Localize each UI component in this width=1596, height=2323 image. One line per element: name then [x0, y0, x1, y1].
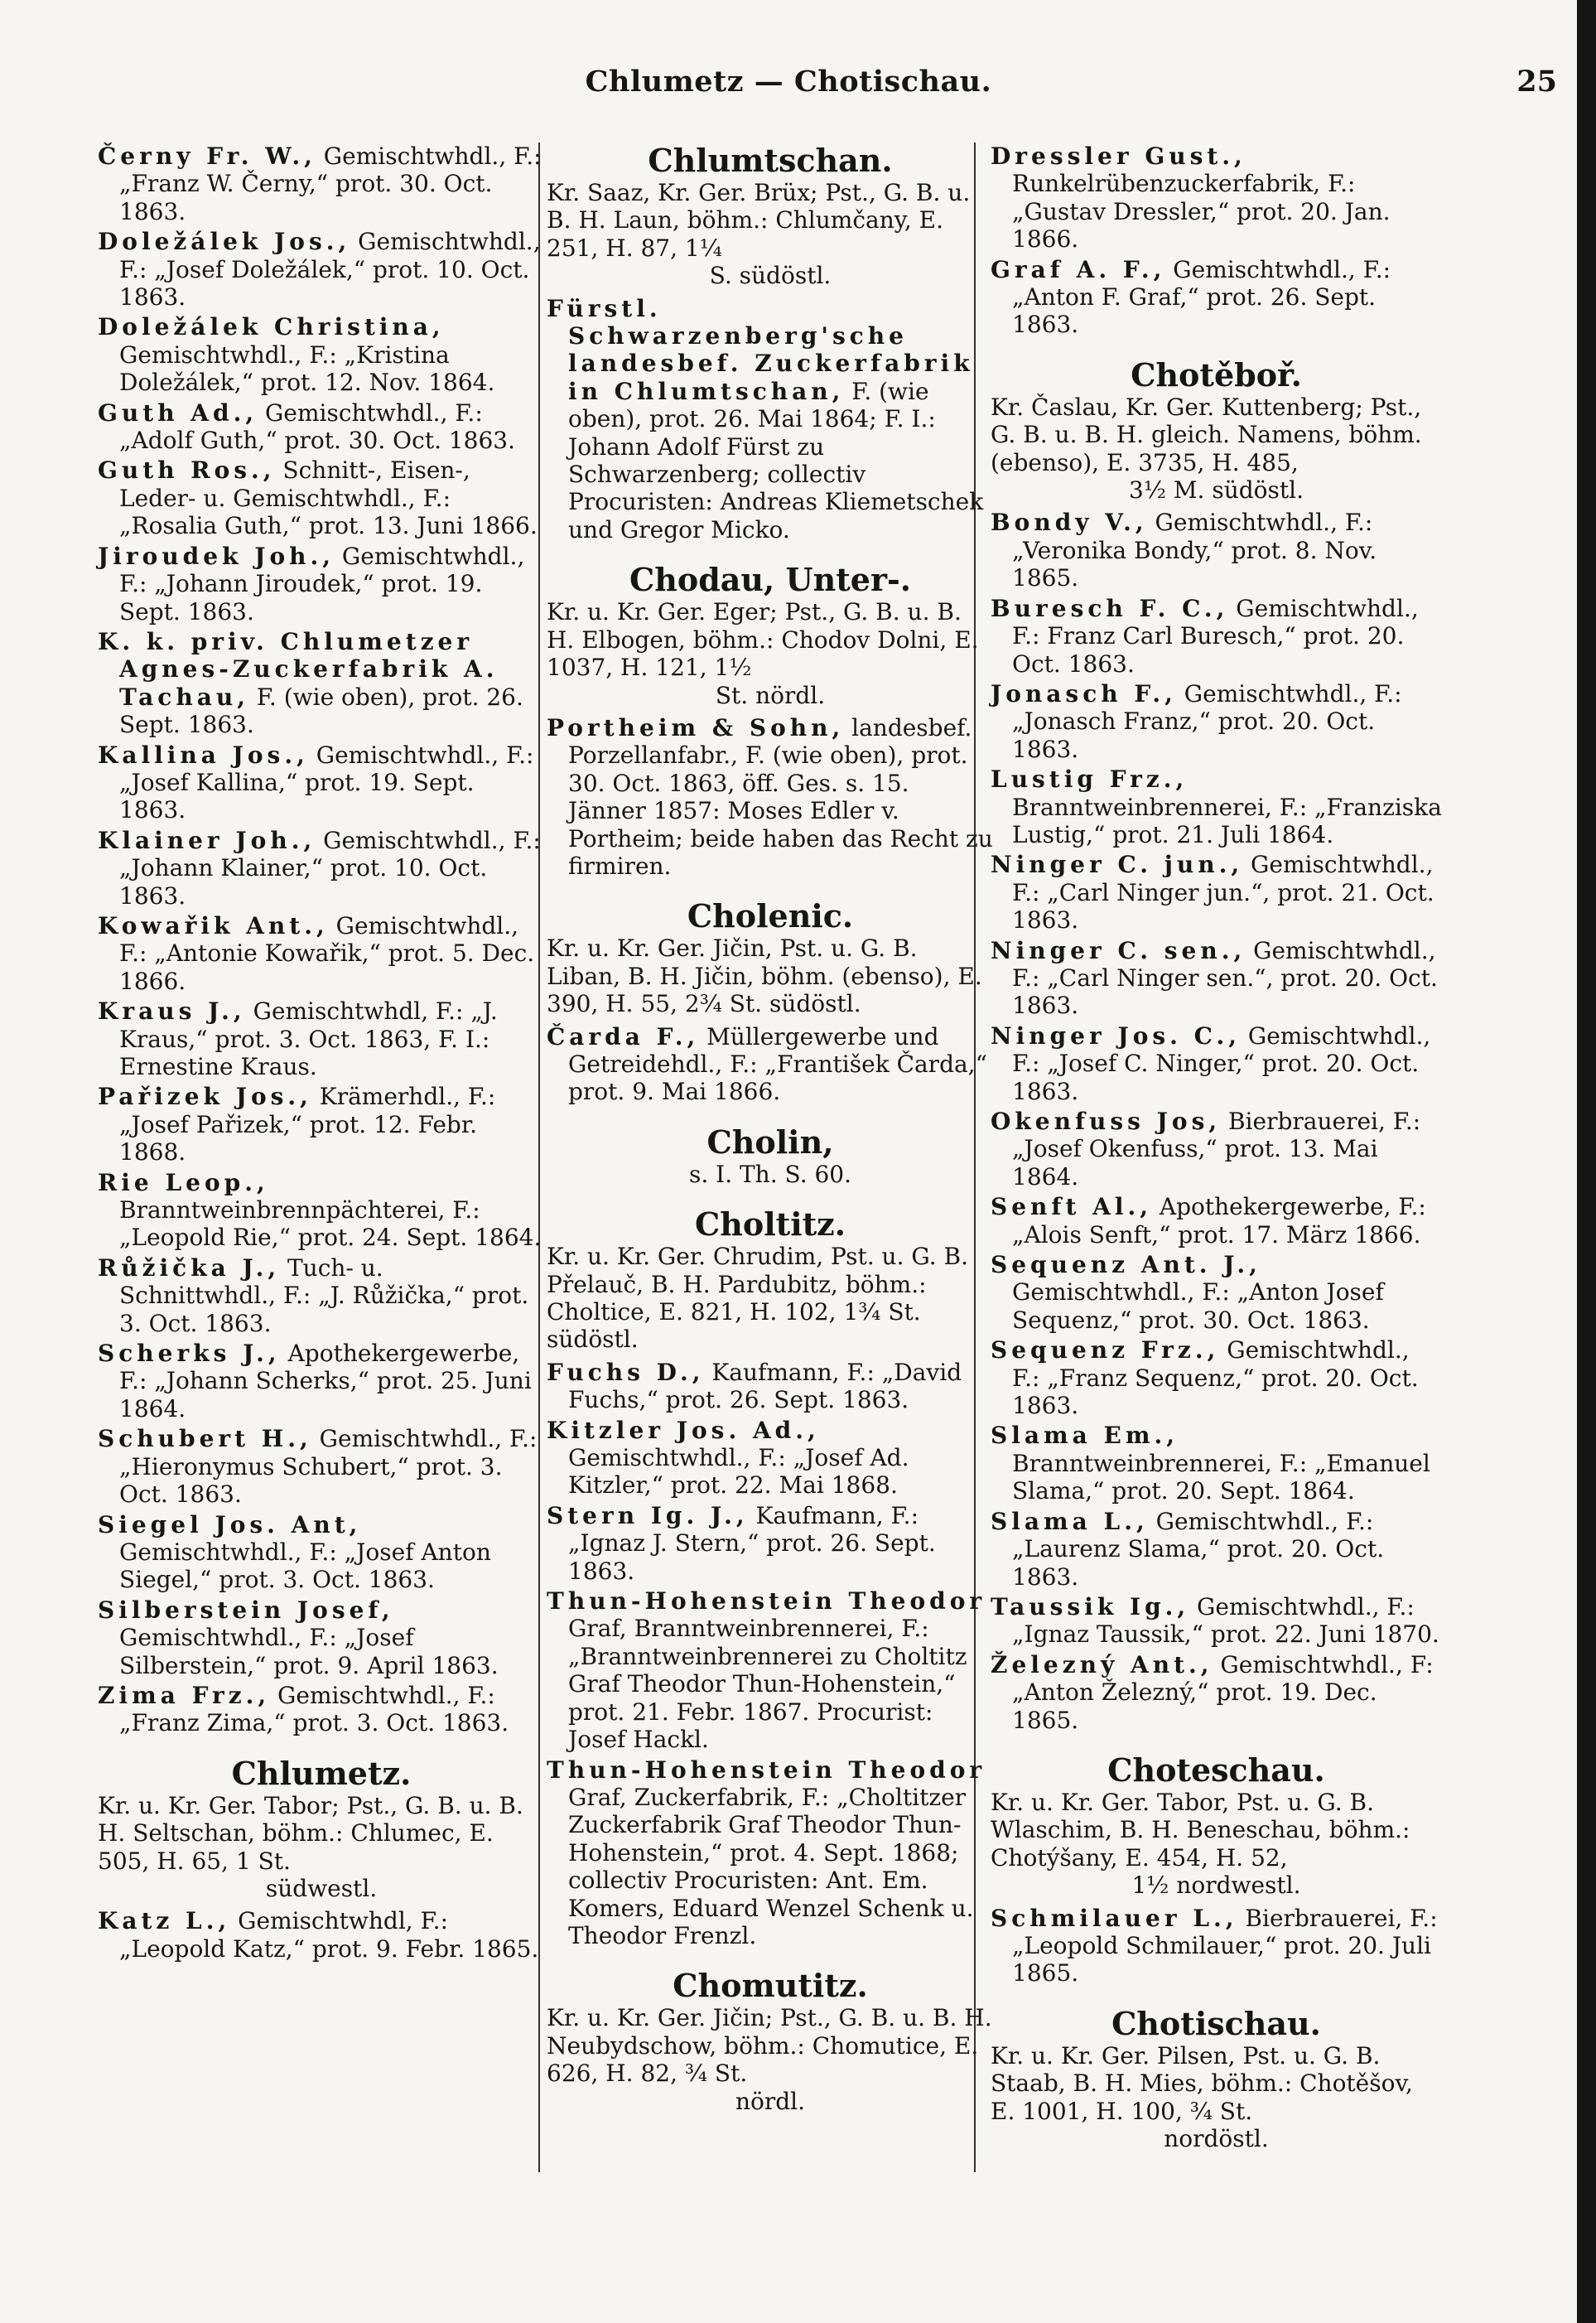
place-heading: Cholin,	[706, 1123, 834, 1161]
place-description: Kr. u. Kr. Ger. Jičin; Pst., G. B. u. B. H. Neubydschow, böhm.: Chomutice, E. 626, H. 82, ¾ St.	[547, 2004, 992, 2088]
entry-name: Jonasch F.,	[991, 679, 1177, 708]
entry-name: K. k. priv. Chlumetzer Agnes-Zuckerfabrik A. Tachau,	[98, 627, 499, 711]
section-cholenic	[547, 898, 994, 1017]
entry-name: Stern Ig. J.,	[547, 1501, 749, 1529]
section-chlumetz	[98, 1756, 545, 1903]
entry-text: Tuch- u. Schnittwhdl., F.: „J. Růžička,“ prot. 3. Oct. 1863.	[119, 1253, 529, 1337]
entry-text: Branntweinbrennerei, F.: „Emanuel Slama,“ prot. 20. Sept. 1864.	[1012, 1449, 1430, 1505]
entry-name: Okenfuss Jos,	[991, 1108, 1222, 1135]
entry-text: Gemischtwhdl., F.: „Carl Ninger sen.“, prot. 20. Oct. 1863.	[1012, 936, 1438, 1020]
directory-entry	[991, 1193, 1442, 1248]
directory-entry	[547, 1417, 994, 1500]
place-direction: St. nördl.	[715, 681, 826, 709]
directory-entry	[98, 997, 545, 1080]
directory-entry	[98, 313, 545, 396]
entry-text: Gemischtwhdl., F.: „Josef C. Ninger,“ prot. 20. Oct. 1863.	[1012, 1021, 1431, 1105]
entry-text: Gemischtwhdl., F.: „Ignaz Taussik,“ prot. 22. Juni 1870.	[1012, 1592, 1439, 1649]
directory-entry	[991, 937, 1442, 1020]
place-heading: Cholenic.	[687, 897, 854, 935]
column-middle	[547, 142, 994, 2120]
place-direction: 1½ nordwestl.	[1131, 1871, 1301, 1900]
directory-entry	[991, 256, 1442, 339]
entry-name: Jiroudek Joh.,	[98, 542, 335, 570]
entry-text: Kaufmann, F.: „Ignaz J. Stern,“ prot. 26. Sept. 1863.	[568, 1501, 936, 1585]
place-description: Kr. u. Kr. Ger. Pilsen, Pst. u. G. B. Staab, B. H. Mies, böhm.: Chotěšov, E. 1001, H. 100, ¾ St.	[991, 2041, 1413, 2125]
place-heading: Choteschau.	[1107, 1751, 1325, 1789]
entry-text: Branntweinbrennerei, F.: „Franziska Lustig,“ prot. 21. Juli 1864.	[1012, 793, 1442, 848]
entry-name: Fuchs D.,	[547, 1358, 705, 1386]
entry-name: Schmilauer L.,	[991, 1904, 1238, 1932]
place-heading: Chlumtschan.	[648, 142, 893, 179]
entry-text: Gemischtwhdl., F.: „Laurenz Slama,“ prot. 20. Oct. 1863.	[1012, 1507, 1385, 1591]
section-chodau	[547, 562, 994, 709]
directory-entry	[991, 1336, 1442, 1419]
directory-entry	[991, 680, 1442, 763]
entry-text: Gemischtwhdl., F.: „Adolf Guth,“ prot. 30. Oct. 1863.	[119, 398, 516, 455]
entry-name: Železný Ant.,	[991, 1650, 1213, 1678]
entry-text: Gemischtwhdl., F: „Anton Železný,“ prot. 19. Dec. 1865.	[1012, 1650, 1434, 1734]
section-choltitz	[547, 1206, 994, 1354]
entry-name: Růžička J.,	[98, 1253, 281, 1282]
section-chotebor	[991, 357, 1442, 505]
place-direction: S. südöstl.	[709, 262, 832, 290]
entry-name: Guth Ad.,	[98, 398, 258, 427]
place-heading: Chodau, Unter-.	[629, 561, 911, 599]
place-description: Kr. u. Kr. Ger. Tabor, Pst. u. G. B. Wlaschim, B. H. Beneschau, böhm.: Chotýšany, E. 454, H. 52,	[991, 1788, 1410, 1871]
place-description: Kr. Saaz, Kr. Ger. Brüx; Pst., G. B. u. B. H. Laun, böhm.: Chlumčany, E. 251, H. 87, 1¼	[547, 179, 971, 262]
entry-name: Scherks J.,	[98, 1340, 281, 1368]
section-choteschau	[991, 1752, 1442, 1900]
column-left	[98, 142, 545, 1965]
entry-name: Portheim & Sohn,	[547, 713, 845, 741]
directory-entry	[991, 765, 1442, 848]
directory-entry	[991, 1422, 1442, 1504]
entry-text: Gemischtwhdl., F.: „Veronika Bondy,“ prot. 8. Nov. 1865.	[1012, 509, 1377, 592]
entry-name: Ninger C. sen.,	[991, 936, 1246, 964]
directory-entry	[547, 1587, 994, 1753]
entry-text: Gemischtwhdl., F.: Franz Carl Buresch,“ prot. 20. Oct. 1863.	[1012, 594, 1419, 678]
entry-name: Bondy V.,	[991, 509, 1148, 537]
place-description: Kr. u. Kr. Ger. Tabor; Pst., G. B. u. B. H. Seltschan, böhm.: Chlumec, E. 505, H. 65, 1 St.	[98, 1791, 523, 1875]
section-chotischau	[991, 2006, 1442, 2153]
place-heading: Chotischau.	[1111, 2004, 1321, 2042]
entry-name: Senft Al.,	[991, 1193, 1152, 1221]
entry-text: Schnitt-, Eisen-, Leder- u. Gemischtwhdl., F.: „Rosalia Guth,“ prot. 13. Juni 1866.	[119, 456, 538, 540]
entry-text: Gemischtwhdl., F.: „Johann Jiroudek,“ prot. 19. Sept. 1863.	[119, 542, 525, 625]
entry-text: Graf, Zuckerfabrik, F.: „Choltitzer Zuckerfabrik Graf Theodor Thun-Hohenstein,“ prot. 4. Sept. 1868; collectiv Procuristen: Ant. Em. Komers, Eduard Wenzel Schenk u. Theodor Frenzl.	[568, 1783, 974, 1949]
entry-name: Graf A. F.,	[991, 255, 1166, 283]
entry-text: Graf, Branntweinbrennerei, F.: „Branntweinbrennerei zu Choltitz Graf Theodor Thun-Hohenstein,“ prot. 21. Febr. 1867. Procurist: Josef Hackl.	[568, 1615, 967, 1754]
entry-text: Bierbrauerei, F.: „Josef Okenfuss,“ prot. 13. Mai 1864.	[1012, 1108, 1421, 1190]
entry-text: Kaufmann, F.: „David Fuchs,“ prot. 26. Sept. 1863.	[568, 1358, 962, 1414]
entry-name: Sequenz Ant. J.,	[991, 1251, 1261, 1279]
entry-name: Silberstein Josef,	[98, 1596, 394, 1624]
entry-text: Gemischtwhdl., F.: „Josef Kallina,“ prot. 19. Sept. 1863.	[119, 741, 534, 824]
place-heading: Chotěboř.	[1131, 355, 1302, 394]
section-chlumtschan	[547, 142, 994, 290]
directory-entry	[98, 1425, 545, 1508]
entry-name: Zima Frz.,	[98, 1681, 271, 1709]
entry-name: Thun-Hohenstein Theodor	[547, 1587, 986, 1615]
directory-entry	[991, 1022, 1442, 1105]
directory-entry	[991, 1108, 1442, 1190]
entry-name: Kowařik Ant.,	[98, 911, 329, 939]
directory-entry	[991, 142, 1442, 254]
entry-name: Sequenz Frz.,	[991, 1336, 1220, 1364]
directory-entry	[98, 399, 545, 455]
place-reference: s. I. Th. S. 60.	[688, 1160, 852, 1188]
entry-text: Apothekergewerbe, F.: „Alois Senft,“ prot. 17. März 1866.	[1012, 1193, 1426, 1248]
directory-entry	[98, 456, 545, 539]
entry-name: Lustig Frz.,	[991, 765, 1189, 794]
directory-entry	[991, 1251, 1442, 1334]
place-direction: 3½ M. südöstl.	[1129, 476, 1304, 505]
entry-text: Gemischtwhdl., F.: „Josef Anton Siegel,“ prot. 3. Oct. 1863.	[119, 1538, 491, 1594]
entry-text: Gemischtwhdl, F.: „Leopold Katz,“ prot. 9. Febr. 1865.	[119, 1907, 539, 1963]
section-chomutitz	[547, 1968, 994, 2115]
directory-entry	[98, 1340, 545, 1422]
directory-entry	[547, 1502, 994, 1585]
entry-name: Dressler Gust.,	[991, 142, 1246, 170]
place-description: Kr. Časlau, Kr. Ger. Kuttenberg; Pst., G. B. u. B. H. gleich. Namens, böhm. (ebenso), E. 3735, H. 485,	[991, 393, 1422, 476]
entry-name: Ninger Jos. C.,	[991, 1021, 1241, 1050]
directory-entry	[547, 1023, 994, 1106]
entry-text: Gemischtwhdl., F.: „Kristina Doležálek,“ prot. 12. Nov. 1864.	[119, 340, 495, 397]
directory-entry	[547, 1756, 994, 1950]
column-right	[991, 142, 1442, 2157]
directory-entry	[98, 1169, 545, 1252]
place-heading: Chomutitz.	[673, 1967, 868, 2005]
entry-text: Gemischtwhdl., F.: „Franz Sequenz,“ prot. 20. Oct. 1863.	[1012, 1336, 1419, 1420]
directory-entry	[991, 1508, 1442, 1591]
directory-entry	[98, 1907, 545, 1963]
entry-text: Gemischtwhdl., F.: „Josef Silberstein,“ prot. 9. April 1863.	[119, 1624, 499, 1679]
entry-name: Slama Em.,	[991, 1422, 1179, 1450]
directory-entry	[98, 827, 545, 910]
entry-name: Kraus J.,	[98, 997, 246, 1026]
entry-name: Pařizek Jos.,	[98, 1083, 312, 1111]
entry-name: Kallina Jos.,	[98, 741, 309, 769]
directory-entry	[98, 1596, 545, 1679]
entry-text: Gemischtwhdl., F.: „Anton Josef Sequenz,“ prot. 30. Oct. 1863.	[1012, 1278, 1384, 1334]
place-direction: südwestl.	[265, 1874, 378, 1902]
entry-text: Gemischtwhdl., F.: „Antonie Kowařik,“ prot. 5. Dec. 1866.	[119, 911, 535, 995]
entry-text: Krämerhdl., F.: „Josef Pařizek,“ prot. 12. Febr. 1868.	[119, 1083, 496, 1166]
entry-name: Katz L.,	[98, 1907, 231, 1935]
directory-entry	[98, 1682, 545, 1737]
page-number: 25	[1516, 65, 1557, 99]
entry-name: Doležálek Jos.,	[98, 228, 351, 256]
place-direction: nördl.	[735, 2087, 806, 2115]
directory-entry	[98, 228, 545, 311]
directory-entry	[991, 1651, 1442, 1734]
directory-entry	[98, 1083, 545, 1166]
directory-entry	[991, 595, 1442, 678]
entry-name: Rie Leop.,	[98, 1168, 269, 1196]
page-header	[0, 65, 1577, 114]
entry-text: F. (wie oben), prot. 26. Mai 1864; F. I.: Johann Adolf Fürst zu Schwarzenberg; collectiv Procuristen: Andreas Kliemetschek und Gregor Micko.	[568, 377, 984, 543]
entry-name: Guth Ros.,	[98, 456, 276, 485]
entry-text: Bierbrauerei, F.: „Leopold Schmilauer,“ prot. 20. Juli 1865.	[1012, 1904, 1438, 1987]
directory-entry	[991, 1905, 1442, 1987]
entry-name: Černy Fr. W.,	[98, 142, 316, 170]
entry-text: Gemischtwhdl., F.: „Josef Ad. Kitzler,“ prot. 22. Mai 1868.	[568, 1444, 909, 1500]
entry-name: Ninger C. jun.,	[991, 851, 1244, 879]
directory-entry	[547, 1359, 994, 1414]
place-description: Kr. u. Kr. Ger. Chrudim, Pst. u. G. B. Přelauč, B. H. Pardubitz, böhm.: Choltice, E. 821, H. 102, 1¾ St. südöstl.	[547, 1243, 969, 1354]
entry-name: Taussik Ig.,	[991, 1592, 1190, 1620]
directory-entry	[991, 851, 1442, 934]
entry-text: Gemischtwhdl., F.: „Anton F. Graf,“ prot. 26. Sept. 1863.	[1012, 255, 1391, 339]
entry-name: Doležálek Christina,	[98, 313, 445, 341]
directory-entry	[991, 1593, 1442, 1649]
running-title: Chlumetz — Chotischau.	[585, 65, 992, 99]
entry-text: Gemischtwhdl., F.: „Johann Klainer,“ prot. 10. Oct. 1863.	[119, 826, 541, 910]
directory-entry	[98, 543, 545, 625]
entry-name: Kitzler Jos. Ad.,	[547, 1416, 820, 1444]
place-heading: Chlumetz.	[231, 1754, 412, 1792]
entry-text: Gemischtwhdl, F.: „J. Kraus,“ prot. 3. Oct. 1863, F. I.: Ernestine Kraus.	[119, 997, 498, 1080]
entry-text: Branntweinbrennpächterei, F.: „Leopold Rie,“ prot. 24. Sept. 1864.	[119, 1196, 542, 1252]
entry-text: Gemischtwhdl., F.: „Josef Doležálek,“ prot. 10. Oct. 1863.	[119, 228, 541, 312]
place-description: Kr. u. Kr. Ger. Eger; Pst., G. B. u. B. H. Elbogen, böhm.: Chodov Dolni, E. 1037, H. 121, 1½	[547, 598, 979, 682]
directory-entry	[547, 714, 994, 880]
directory-entry	[547, 295, 994, 544]
entry-text: Gemischtwhdl., F.: „Carl Ninger jun.“, prot. 21. Oct. 1863.	[1012, 851, 1434, 935]
place-description: Kr. u. Kr. Ger. Jičin, Pst. u. G. B. Liban, B. H. Jičin, böhm. (ebenso), E. 390, H. 55, 2¾ St. südöstl.	[547, 935, 982, 1018]
entry-name: Thun-Hohenstein Theodor	[547, 1756, 986, 1784]
place-direction: nordöstl.	[1164, 2125, 1269, 2152]
entry-name: Schubert H.,	[98, 1425, 312, 1453]
entry-text: Gemischtwhdl., F.: „Hieronymus Schubert,“ prot. 3. Oct. 1863.	[119, 1425, 538, 1509]
entry-text: Runkelrübenzuckerfabrik, F.: „Gustav Dressler,“ prot. 20. Jan. 1866.	[1012, 170, 1391, 254]
entry-text: landesbef. Porzellanfabr., F. (wie oben), prot. 30. Oct. 1863, öff. Ges. s. 15. Jänner 1857: Moses Edler v. Portheim; beide haben das Recht zu firmiren.	[568, 713, 993, 880]
directory-entry	[98, 741, 545, 824]
entry-name: Siegel Jos. Ant,	[98, 1510, 362, 1538]
entry-text: Gemischtwhdl., F.: „Jonasch Franz,“ prot. 20. Oct. 1863.	[1012, 679, 1402, 763]
place-heading: Choltitz.	[694, 1205, 846, 1244]
entry-name: Slama L.,	[991, 1507, 1149, 1535]
entry-text: Gemischtwhdl., F.: „Franz Zima,“ prot. 3. Oct. 1863.	[119, 1681, 509, 1737]
entry-name: Buresch F. C.,	[991, 594, 1229, 622]
entry-text: Müllergewerbe und Getreidehdl., F.: „František Čarda,“ prot. 9. Mai 1866.	[568, 1022, 987, 1106]
directory-entry	[98, 1511, 545, 1594]
entry-text: F. (wie oben), prot. 26. Sept. 1863.	[119, 683, 523, 739]
entry-text: Apothekergewerbe, F.: „Johann Scherks,“ prot. 25. Juni 1864.	[119, 1340, 532, 1422]
directory-entry	[98, 142, 545, 225]
entry-name: Fürstl. Schwarzenberg'sche landesbef. Zuckerfabrik in Chlumtschan,	[547, 294, 974, 405]
entry-name: Čarda F.,	[547, 1022, 700, 1050]
directory-entry	[991, 509, 1442, 592]
section-cholin	[547, 1124, 994, 1188]
directory-entry	[98, 912, 545, 995]
entry-name: Klainer Joh.,	[98, 826, 316, 854]
directory-entry	[98, 1254, 545, 1337]
entry-text: Gemischtwhdl., F.: „Franz W. Černy,“ prot. 30. Oct. 1863.	[119, 142, 542, 225]
directory-entry	[98, 628, 545, 739]
